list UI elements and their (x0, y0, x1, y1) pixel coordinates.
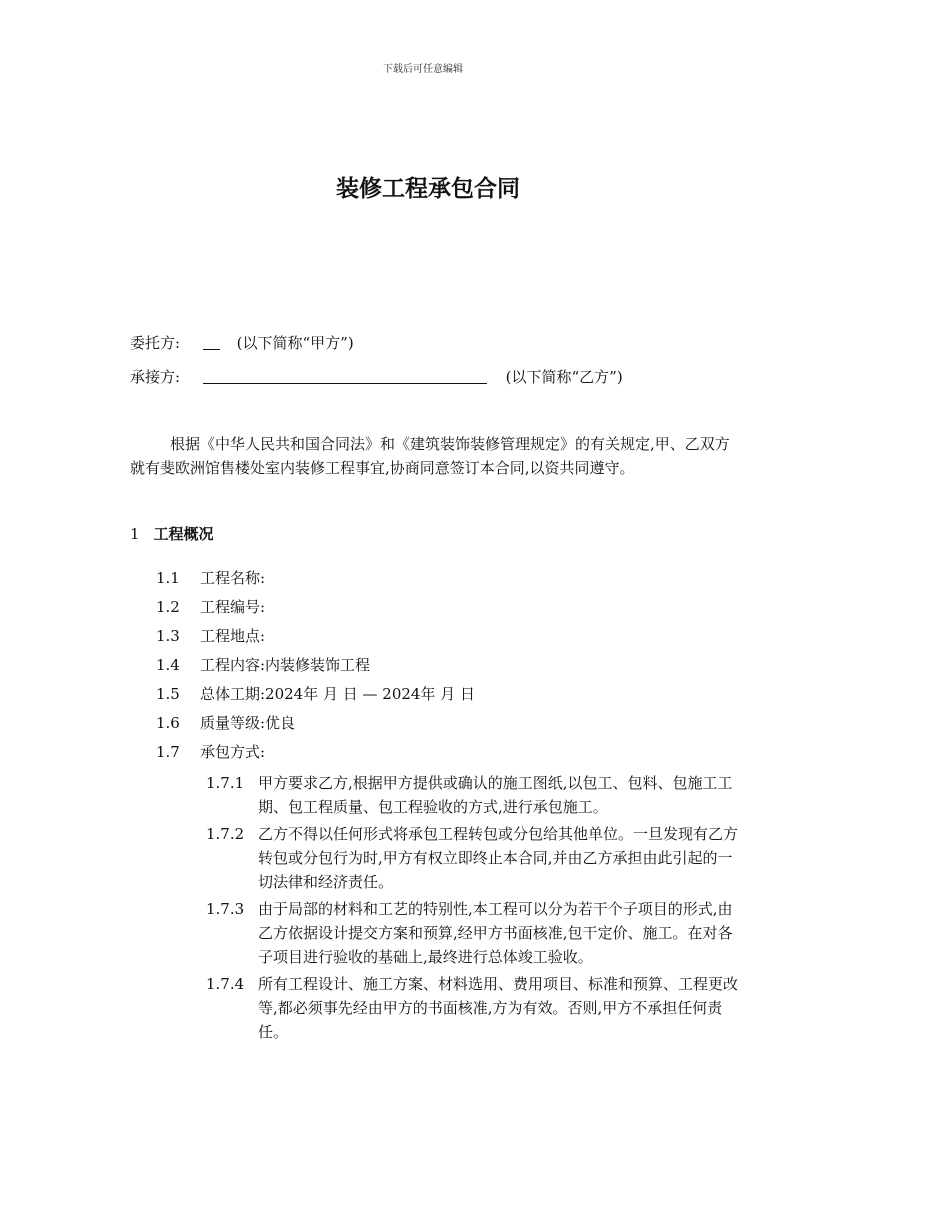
item-number: 1.6 (156, 714, 180, 732)
client-blank (203, 335, 220, 350)
overview-list (156, 568, 475, 771)
item-number: 1.2 (156, 598, 180, 616)
list-item (156, 568, 475, 597)
item-text: 工程名称: (200, 569, 266, 587)
subitem-number: 1.7.1 (206, 774, 245, 792)
subitem-text: 由于局部的材料和工艺的特别性,本工程可以分为若干个子项目的形式,由乙方依据设计提交方案和预算,经甲方书面核准,包干定价、施工。在对各子项目进行验收的基础上,最终进行总体竣工验收。 (258, 900, 733, 966)
subitem-number: 1.7.3 (206, 900, 245, 918)
document-title: 装修工程承包合同 (336, 176, 520, 202)
contractor-blank (203, 369, 487, 384)
subitem-number: 1.7.4 (206, 975, 245, 993)
subitem (206, 822, 746, 894)
list-item (156, 742, 475, 771)
item-number: 1.3 (156, 627, 180, 645)
item-text: 总体工期:2024年 月 日 — 2024年 月 日 (200, 685, 476, 703)
item-number: 1.1 (156, 569, 180, 587)
item-text: 承包方式: (200, 743, 266, 761)
client-suffix: (以下简称“甲方”) (236, 334, 354, 352)
list-item (156, 713, 475, 742)
subitem-number: 1.7.2 (206, 825, 245, 843)
subitem (206, 897, 746, 969)
header-note: 下载后可任意编辑 (383, 64, 463, 75)
subitem (206, 972, 746, 1044)
item-text: 工程内容:内装修装饰工程 (200, 656, 371, 674)
subitem-text: 甲方要求乙方,根据甲方提供或确认的施工图纸,以包工、包料、包施工工期、包工程质量、包工程验收的方式,进行承包施工。 (258, 774, 733, 816)
list-item (156, 684, 475, 713)
item-number: 1.4 (156, 656, 180, 674)
contractor-label: 承接方: (130, 368, 181, 386)
section-heading (130, 523, 214, 544)
contract-method-list (206, 771, 746, 1047)
item-text: 工程编号: (200, 598, 266, 616)
item-text: 质量等级:优良 (200, 714, 296, 732)
contractor-line (130, 367, 623, 387)
list-item (156, 597, 475, 626)
client-label: 委托方: (130, 334, 181, 352)
intro-text: 根据《中华人民共和国合同法》和《建筑装饰装修管理规定》的有关规定,甲、乙双方就有斐欧洲馆售楼处室内装修工程事宜,协商同意签订本合同,以资共同遵守。 (130, 435, 730, 477)
subitem-text: 乙方不得以任何形式将承包工程转包或分包给其他单位。一旦发现有乙方转包或分包行为时,甲方有权立即终止本合同,并由乙方承担由此引起的一切法律和经济责任。 (258, 825, 739, 891)
section-number: 1 (130, 525, 140, 543)
intro-paragraph (130, 432, 738, 480)
contractor-suffix: (以下简称“乙方”) (505, 368, 623, 386)
subitem-text: 所有工程设计、施工方案、材料选用、费用项目、标准和预算、工程更改等,都必须事先经由甲方的书面核准,方为有效。否则,甲方不承担任何责任。 (258, 975, 739, 1041)
client-line (130, 333, 354, 353)
list-item (156, 655, 475, 684)
subitem (206, 771, 746, 819)
item-number: 1.7 (156, 743, 180, 761)
list-item (156, 626, 475, 655)
item-number: 1.5 (156, 685, 180, 703)
item-text: 工程地点: (200, 627, 266, 645)
section-title: 工程概况 (153, 525, 214, 543)
